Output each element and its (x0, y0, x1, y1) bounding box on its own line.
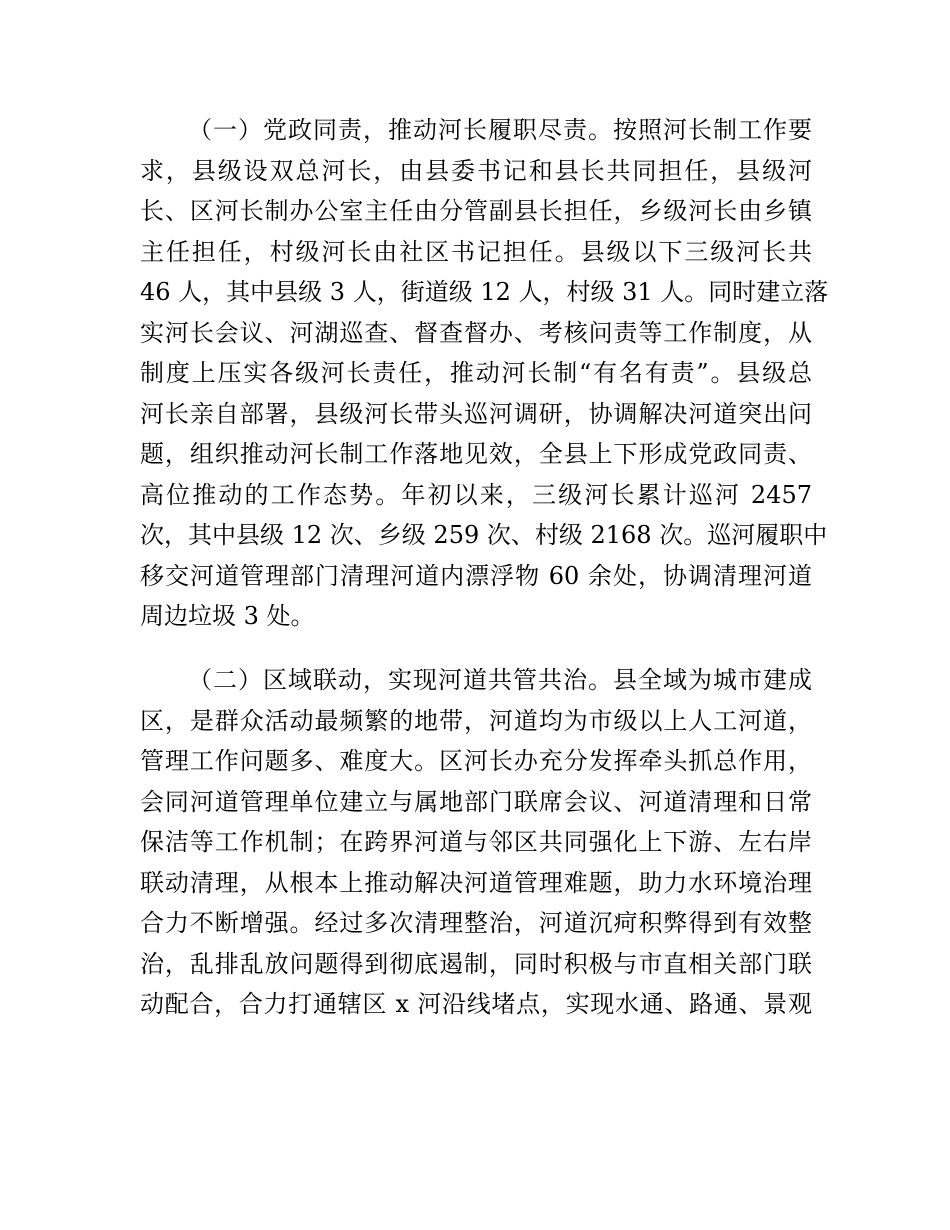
paragraph-line: 实河长会议、河湖巡查、督查督办、考核问责等工作制度，从 (140, 318, 812, 347)
paragraph-line: 次，其中县级 12 次、乡级 259 次、村级 2168 次。巡河履职中 (140, 521, 828, 549)
paragraph-line: 治，乱排乱放问题得到彻底遏制，同时积极与市直相关部门联 (140, 949, 812, 978)
paragraph-line: 46 人，其中县级 3 人，街道级 12 人，村级 31 人。同时建立落 (140, 278, 829, 306)
paragraph-regional-linkage (140, 660, 812, 1025)
paragraph-line: 求，县级设双总河长，由县委书记和县长共同担任，县级河 (140, 156, 812, 185)
paragraph-line: 周边垃圾 3 处。 (140, 602, 315, 630)
paragraph-line: 会同河道管理单位建立与属地部门联席会议、河道清理和日常 (140, 787, 812, 816)
paragraph-line: 联动清理，从根本上推动解决河道管理难题，助力水环境治理 (140, 868, 812, 897)
paragraph-line: 主任担任，村级河长由社区书记担任。县级以下三级河长共 (140, 237, 812, 266)
paragraph-party-government-responsibility (140, 110, 829, 637)
paragraph-line: 河长亲自部署，县级河长带头巡河调研，协调解决河道突出问 (140, 399, 812, 428)
paragraph-line: 区，是群众活动最频繁的地带，河道均为市级以上人工河道， (140, 706, 812, 735)
paragraph-line: 高位推动的工作态势。年初以来，三级河长累计巡河 2457 (140, 480, 812, 509)
paragraph-line: 动配合，合力打通辖区 x 河沿线堵点，实现水通、路通、景观 (140, 990, 812, 1018)
paragraph-line: 合力不断增强。经过多次清理整治，河道沉疴积弊得到有效整 (140, 909, 812, 937)
paragraph-line: （一）党政同责，推动河长履职尽责。按照河长制工作要 (188, 116, 812, 144)
paragraph-line: （二）区域联动，实现河道共管共治。县全域为城市建成 (188, 666, 812, 694)
paragraph-line: 制度上压实各级河长责任，推动河长制“有名有责”。县级总 (140, 359, 812, 387)
paragraph-line: 长、区河长制办公室主任由分管副县长担任，乡级河长由乡镇 (140, 197, 812, 225)
paragraph-line: 管理工作问题多、难度大。区河长办充分发挥牵头抓总作用， (140, 747, 812, 775)
paragraph-line: 移交河道管理部门清理河道内漂浮物 60 余处，协调清理河道 (140, 561, 812, 590)
paragraph-line: 题，组织推动河长制工作落地见效，全县上下形成党政同责、 (140, 440, 812, 468)
paragraph-line: 保洁等工作机制；在跨界河道与邻区共同强化上下游、左右岸 (140, 828, 812, 856)
